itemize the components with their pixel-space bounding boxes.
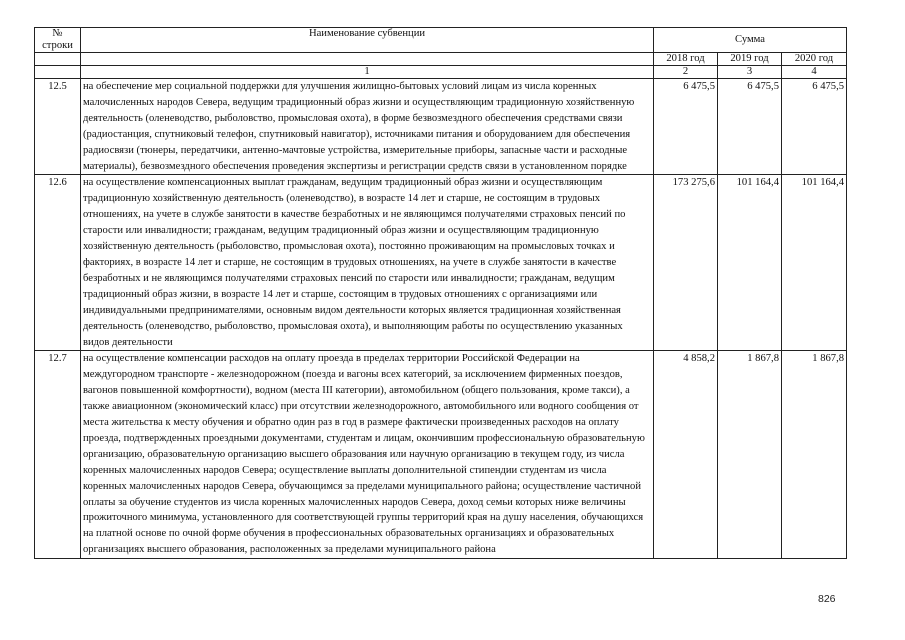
col-number-2: 2 — [654, 66, 718, 79]
row-amount-2018: 6 475,5 — [654, 79, 718, 175]
header-row-1 — [35, 28, 847, 53]
header-row-number-label — [35, 28, 81, 53]
header-sum: Сумма — [654, 28, 847, 53]
header-year-2019: 2019 год — [718, 53, 782, 66]
header-row-years — [35, 53, 847, 66]
row-description: на обеспечение мер социальной поддержки для улучшения жилищно-бытовых условий лицам из числа коренных малочисленных народов Севера, ведущим традиционный образ жизни и осуществляющим традиционную хозяйственную деятельность (оленеводство, рыболовство, промысловая охота), в форме безвозмездного обеспечения средствами связи (радиостанция, спутниковый телефон, спутниковый навигатор), источниками питания и оборудованием для обеспечения радиосвязи (тюнеры, передатчики, антенно-мачтовые устройства, измерительные приборы, запасные части и расходные материалы), безвозмездного обеспечения проведения экспертизы и регистрации средств связи в установленном порядке — [81, 79, 654, 175]
page-number: 826 — [818, 593, 836, 605]
row-description: на осуществление компенсации расходов на оплату проезда в пределах территории Российской Федерации на междугородном транспорте - железнодорожном (поезда и вагоны всех категорий, за исключением фирменных поездов, вагонов повышенной комфортности), водном (места III категории), автомобильном (общего пользования, кроме такси), а также авиационном (экономический класс) при отсутствии железнодорожного, автомобильного или водного сообщения от места жительства к месту обучения и обратно один раз в год в размере фактически произведенных расходов на оплату проезда, подтвержденных проездными документами, студентам и лицам, окончившим профессиональную образовательную организацию, образовательную организацию высшего образования или научную организацию в текущем году, из числа коренных малочисленных народов Севера; осуществление выплаты дополнительной стипендии студентам из числа коренных малочисленных народов Севера, обучающимся за пределами муниципального района; осуществление частичной оплаты за обучение студентов из числа коренных малочисленных народов Севера, доход семьи которых ниже величины прожиточного минимума, установленного для соответствующей группы территорий края на душу населения, обучающихся на платной основе по очной форме обучения в профессиональных образовательных организациях и образовательных организациях высшего образования, расположенных за пределами муниципального района — [81, 351, 654, 559]
row-amount-2019: 6 475,5 — [718, 79, 782, 175]
row-description: на осуществление компенсационных выплат гражданам, ведущим традиционный образ жизни и осуществляющим традиционную хозяйственную деятельность (оленеводство), в возрасте 14 лет и старше, не состоящим в трудовых отношениях, на учете в службе занятости в качестве безработных и не являющимся получателями страховых пенсий по старости или инвалидности; гражданам, ведущим традиционный образ жизни и осуществляющим традиционную хозяйственную деятельность (рыболовство, промысловая охота), постоянно проживающим на промысловых точках и факториях, в возрасте 14 лет и старше, не состоящим в трудовых отношениях, на учете в службе занятости в качестве безработных и не являющимся получателями страховых пенсий по старости или инвалидности; гражданам, ведущим традиционный образ жизни, в возрасте 14 лет и старше, состоящим в трудовых отношениях с организациями или индивидуальными предпринимателями, основным видом деятельности которых является традиционная хозяйственная деятельность (оленеводство, рыболовство, промысловая охота), и выполняющим работы по осуществлению указанных видов деятельности — [81, 175, 654, 351]
header-year-2020: 2020 год — [782, 53, 847, 66]
table-row — [35, 351, 847, 559]
header-row-col-numbers — [35, 66, 847, 79]
header-col-name-blank — [81, 53, 654, 66]
header-subvention-name: Наименование субвенции — [81, 28, 654, 53]
row-number: 12.5 — [35, 79, 81, 175]
row-number: 12.6 — [35, 175, 81, 351]
col-number-4: 4 — [782, 66, 847, 79]
header-col-no-blank — [35, 53, 81, 66]
header-no-line2: строки — [42, 40, 73, 51]
header-no-line1: № — [52, 28, 63, 39]
table-row — [35, 79, 847, 175]
row-amount-2019: 101 164,4 — [718, 175, 782, 351]
table-row — [35, 175, 847, 351]
col-number-3: 3 — [718, 66, 782, 79]
row-amount-2020: 6 475,5 — [782, 79, 847, 175]
row-amount-2020: 101 164,4 — [782, 175, 847, 351]
row-amount-2019: 1 867,8 — [718, 351, 782, 559]
row-amount-2020: 1 867,8 — [782, 351, 847, 559]
subvention-table — [34, 27, 847, 559]
col-number-blank — [35, 66, 81, 79]
col-number-1: 1 — [81, 66, 654, 79]
row-number: 12.7 — [35, 351, 81, 559]
header-year-2018: 2018 год — [654, 53, 718, 66]
row-amount-2018: 4 858,2 — [654, 351, 718, 559]
row-amount-2018: 173 275,6 — [654, 175, 718, 351]
